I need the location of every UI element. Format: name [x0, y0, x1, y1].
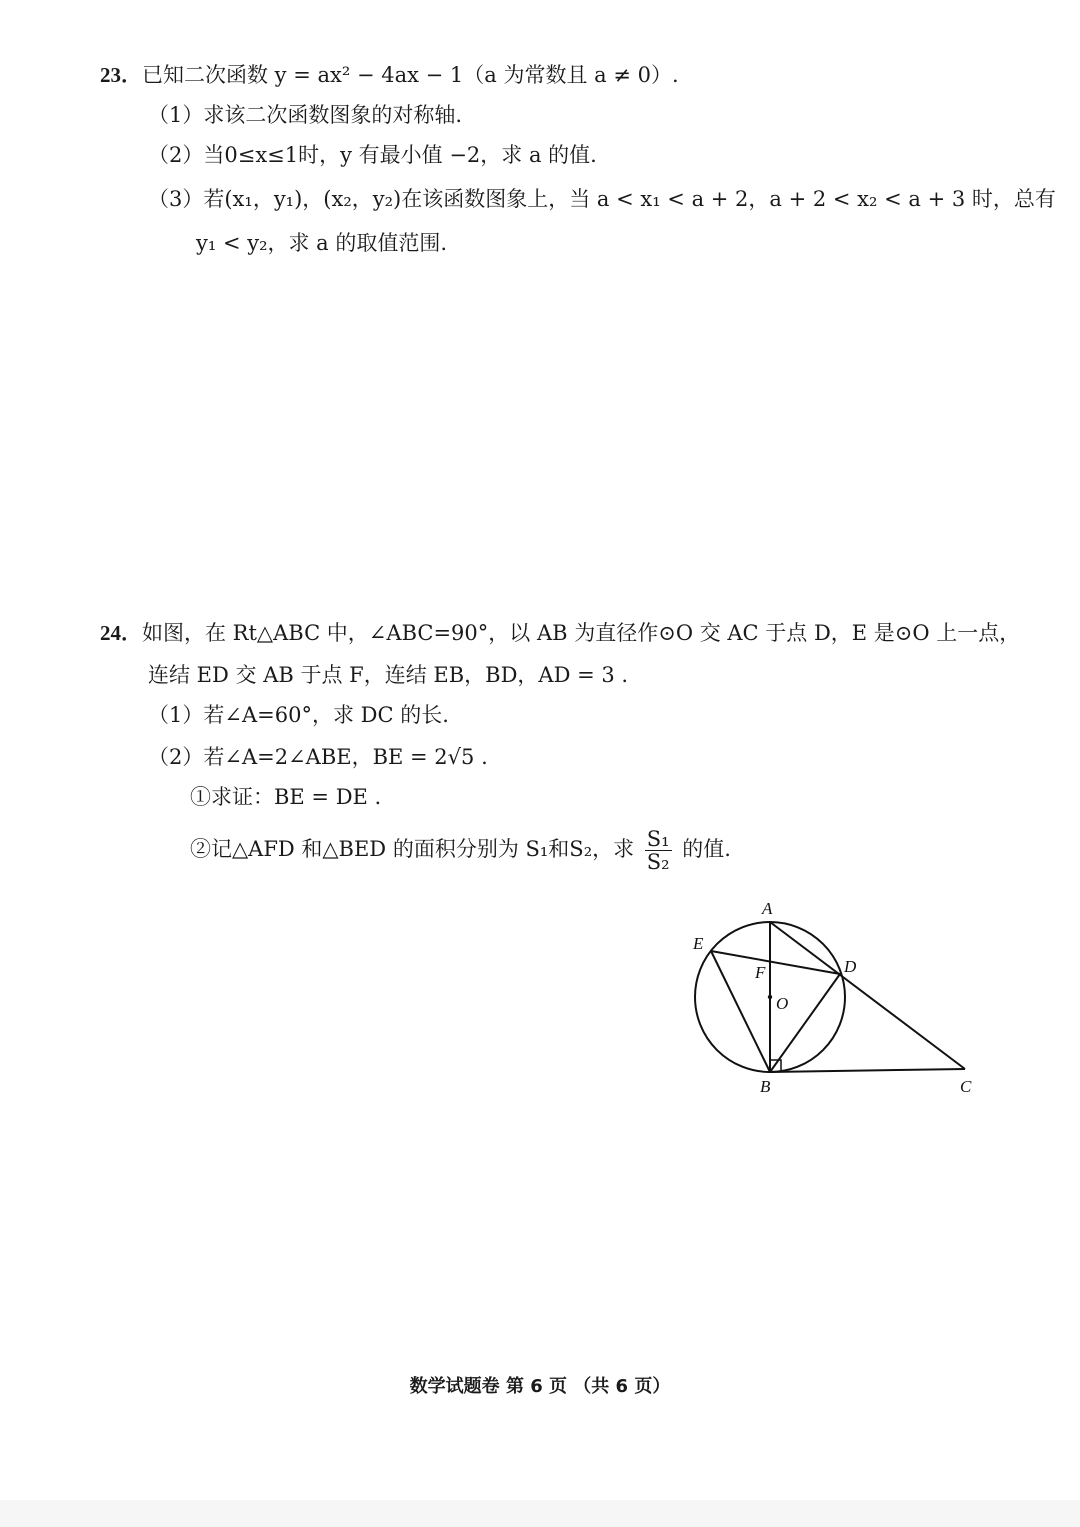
q24-part2: （2）若∠A=2∠ABE，BE = 2√5 . — [148, 745, 488, 769]
q23-part3-line2: y₁ < y₂，求 a 的取值范围. — [196, 231, 448, 255]
scan-bottom-edge — [0, 1500, 1080, 1527]
fraction-numerator: S₁ — [646, 827, 670, 851]
q24-part1: （1）若∠A=60°，求 DC 的长. — [148, 703, 449, 727]
q24-part2-sub2 — [190, 828, 731, 873]
q23-part3-line1: （3）若(x₁，y₁)，(x₂，y₂)在该函数图象上，当 a < x₁ < a + 2，a + 2 < x₂ < a + 3 时，总有 — [148, 187, 1056, 211]
q23-stem — [100, 60, 679, 90]
geometry-figure — [660, 880, 1000, 1110]
q24-stem-text: 如图，在 Rt△ABC 中，∠ABC=90°，以 AB 为直径作⊙O 交 AC 于点 D，E 是⊙O 上一点， — [142, 621, 1021, 645]
label-f: F — [755, 963, 766, 982]
fraction-denominator: S₂ — [646, 850, 670, 874]
q24-stem-line2: 连结 ED 交 AB 于点 F，连结 EB，BD，AD = 3 . — [148, 663, 629, 687]
q24-sub2-prefix: ②记△AFD 和△BED 的面积分别为 S₁和S₂，求 — [190, 837, 635, 861]
label-d: D — [844, 957, 857, 976]
label-e: E — [693, 934, 704, 953]
label-o: O — [776, 994, 789, 1013]
label-a: A — [762, 899, 773, 918]
q23-part1: （1）求该二次函数图象的对称轴. — [148, 103, 463, 127]
q24-number: 24． — [100, 621, 142, 645]
q24-stem-line1 — [100, 618, 1020, 648]
label-c: C — [960, 1077, 972, 1096]
q24-sub2-suffix: 的值. — [682, 837, 731, 861]
page-footer: 数学试题卷 第 6 页 （共 6 页） — [409, 1376, 671, 1397]
segment-ed — [711, 951, 840, 974]
q23-part2: （2）当0≤x≤1时，y 有最小值 −2，求 a 的值. — [148, 143, 597, 167]
segment-ac — [770, 922, 965, 1069]
area-ratio-fraction — [645, 828, 672, 873]
segment-bc — [770, 1069, 965, 1072]
label-b: B — [760, 1077, 771, 1096]
q23-number: 23． — [100, 63, 142, 87]
q24-part2-sub1: ①求证：BE = DE . — [190, 785, 382, 809]
q23-stem-text: 已知二次函数 y = ax² − 4ax − 1（a 为常数且 a ≠ 0）. — [142, 63, 679, 87]
center-point-o — [768, 995, 772, 999]
segment-bd — [770, 974, 840, 1072]
